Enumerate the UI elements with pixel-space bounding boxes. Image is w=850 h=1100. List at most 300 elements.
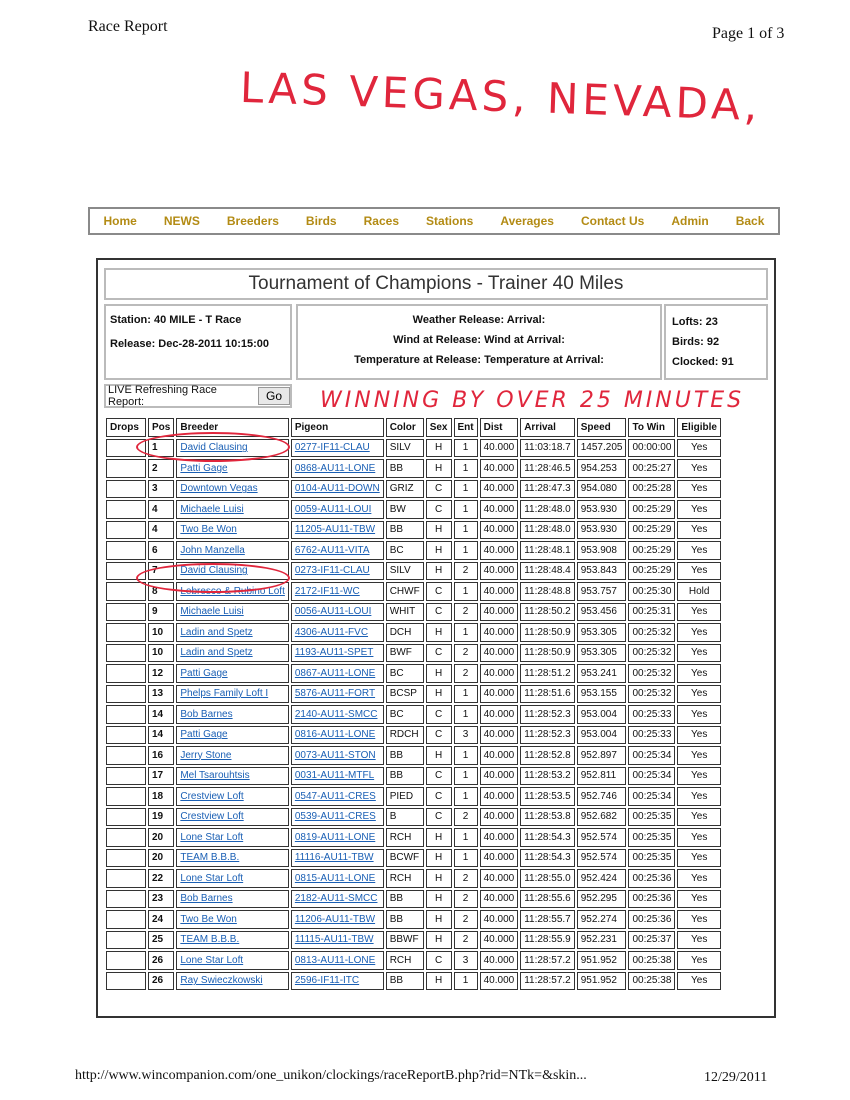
cell-to-win: 00:00:00	[628, 439, 675, 458]
cell-sex: C	[426, 480, 452, 499]
highlight-circle-1	[136, 432, 290, 462]
cell-eligible: Yes	[677, 644, 721, 663]
cell-to-win: 00:25:29	[628, 521, 675, 540]
cell-dist: 40.000	[480, 910, 519, 929]
cell-ent: 1	[454, 459, 478, 478]
header-dist: Dist	[480, 418, 519, 437]
cell-eligible: Yes	[677, 459, 721, 478]
nav-breeders[interactable]: Breeders	[226, 214, 279, 228]
nav-stations[interactable]: Stations	[426, 214, 474, 228]
cell-speed: 953.757	[577, 582, 627, 601]
nav-admin[interactable]: Admin	[671, 214, 709, 228]
cell-speed: 952.746	[577, 787, 627, 806]
cell-ent: 1	[454, 787, 478, 806]
cell-sex: C	[426, 644, 452, 663]
cell-speed: 1457.205	[577, 439, 627, 458]
cell-pos: 3	[148, 480, 174, 499]
cell-color: BB	[386, 459, 424, 478]
handwritten-note: WINNING BY OVER 25 MINUTES	[320, 388, 745, 413]
cell-ent: 2	[454, 869, 478, 888]
cell-color: BC	[386, 541, 424, 560]
cell-dist: 40.000	[480, 439, 519, 458]
station-info	[104, 304, 292, 380]
cell-dist: 40.000	[480, 582, 519, 601]
cell-pigeon[interactable]: 0073-AU11-STON	[291, 746, 384, 765]
cell-drops	[106, 890, 146, 909]
go-button[interactable]: Go	[258, 387, 290, 405]
cell-color: CHWF	[386, 582, 424, 601]
cell-speed: 952.424	[577, 869, 627, 888]
cell-arrival: 11:28:54.3	[520, 828, 575, 847]
cell-speed: 953.305	[577, 644, 627, 663]
cell-speed: 952.274	[577, 910, 627, 929]
cell-dist: 40.000	[480, 705, 519, 724]
cell-breeder[interactable]: Michaele Luisi	[176, 500, 289, 519]
table-row	[106, 828, 721, 847]
cell-dist: 40.000	[480, 746, 519, 765]
cell-dist: 40.000	[480, 767, 519, 786]
cell-pigeon[interactable]: 0868-AU11-LONE	[291, 459, 384, 478]
cell-pigeon[interactable]: 2140-AU11-SMCC	[291, 705, 384, 724]
cell-pos: 16	[148, 746, 174, 765]
footer-date: 12/29/2011	[704, 1070, 768, 1085]
cell-ent: 2	[454, 808, 478, 827]
table-row	[106, 644, 721, 663]
cell-pigeon[interactable]: 5876-AU11-FORT	[291, 685, 384, 704]
cell-arrival: 11:28:52.3	[520, 705, 575, 724]
cell-drops	[106, 726, 146, 745]
cell-breeder[interactable]: Ray Swieczkowski	[176, 972, 289, 991]
cell-to-win: 00:25:36	[628, 890, 675, 909]
cell-drops	[106, 746, 146, 765]
cell-drops	[106, 972, 146, 991]
cell-breeder[interactable]: Patti Gage	[176, 664, 289, 683]
cell-ent: 1	[454, 828, 478, 847]
table-row	[106, 951, 721, 970]
table-row	[106, 500, 721, 519]
cell-pigeon[interactable]: 11205-AU11-TBW	[291, 521, 384, 540]
cell-breeder[interactable]: Crestview Loft	[176, 787, 289, 806]
cell-arrival: 11:28:52.3	[520, 726, 575, 745]
race-stats	[664, 304, 768, 380]
cell-eligible: Yes	[677, 890, 721, 909]
table-row	[106, 459, 721, 478]
results-table	[104, 416, 723, 992]
cell-arrival: 11:28:55.7	[520, 910, 575, 929]
cell-pos: 6	[148, 541, 174, 560]
cell-dist: 40.000	[480, 562, 519, 581]
cell-color: SILV	[386, 439, 424, 458]
cell-pigeon[interactable]: 2172-IF11-WC	[291, 582, 384, 601]
nav-birds[interactable]: Birds	[305, 214, 337, 228]
cell-eligible: Yes	[677, 951, 721, 970]
cell-sex: H	[426, 931, 452, 950]
cell-speed: 952.574	[577, 828, 627, 847]
cell-speed: 953.456	[577, 603, 627, 622]
cell-color: RCH	[386, 869, 424, 888]
cell-arrival: 11:28:48.0	[520, 521, 575, 540]
cell-speed: 951.952	[577, 972, 627, 991]
cell-ent: 2	[454, 562, 478, 581]
cell-sex: H	[426, 459, 452, 478]
table-row	[106, 705, 721, 724]
cell-drops	[106, 480, 146, 499]
cell-ent: 1	[454, 705, 478, 724]
cell-speed: 953.930	[577, 500, 627, 519]
cell-pos: 14	[148, 705, 174, 724]
cell-arrival: 11:28:52.8	[520, 746, 575, 765]
cell-eligible: Yes	[677, 603, 721, 622]
cell-ent: 1	[454, 582, 478, 601]
cell-drops	[106, 664, 146, 683]
cell-ent: 1	[454, 480, 478, 499]
table-row	[106, 603, 721, 622]
cell-to-win: 00:25:32	[628, 685, 675, 704]
cell-to-win: 00:25:28	[628, 480, 675, 499]
birds-count: Birds: 92	[672, 336, 720, 348]
cell-drops	[106, 623, 146, 642]
cell-dist: 40.000	[480, 849, 519, 868]
cell-sex: H	[426, 972, 452, 991]
cell-to-win: 00:25:34	[628, 746, 675, 765]
cell-eligible: Yes	[677, 931, 721, 950]
cell-color: BB	[386, 890, 424, 909]
cell-pos: 13	[148, 685, 174, 704]
cell-speed: 953.843	[577, 562, 627, 581]
cell-arrival: 11:28:46.5	[520, 459, 575, 478]
cell-eligible: Hold	[677, 582, 721, 601]
cell-breeder[interactable]: Bob Barnes	[176, 705, 289, 724]
cell-ent: 1	[454, 685, 478, 704]
cell-eligible: Yes	[677, 623, 721, 642]
cell-eligible: Yes	[677, 480, 721, 499]
cell-drops	[106, 685, 146, 704]
cell-sex: H	[426, 562, 452, 581]
cell-breeder[interactable]: Phelps Family Loft I	[176, 685, 289, 704]
cell-eligible: Yes	[677, 828, 721, 847]
cell-color: BWF	[386, 644, 424, 663]
cell-breeder[interactable]: Two Be Won	[176, 910, 289, 929]
cell-color: SILV	[386, 562, 424, 581]
cell-pos: 7	[148, 562, 174, 581]
cell-pos: 20	[148, 849, 174, 868]
cell-breeder[interactable]: Jerry Stone	[176, 746, 289, 765]
table-row	[106, 787, 721, 806]
table-row	[106, 664, 721, 683]
print-header-page: Page 1 of 3	[712, 25, 785, 42]
cell-pos: 22	[148, 869, 174, 888]
cell-drops	[106, 541, 146, 560]
header-sex: Sex	[426, 418, 452, 437]
highlight-circle-2	[136, 563, 290, 593]
cell-pigeon[interactable]: 11115-AU11-TBW	[291, 931, 384, 950]
weather-info	[296, 304, 662, 380]
cell-eligible: Yes	[677, 521, 721, 540]
cell-breeder[interactable]: TEAM B.B.B.	[176, 849, 289, 868]
cell-arrival: 11:28:48.8	[520, 582, 575, 601]
cell-drops	[106, 521, 146, 540]
cell-breeder[interactable]: Ladin and Spetz	[176, 623, 289, 642]
cell-ent: 1	[454, 746, 478, 765]
cell-breeder[interactable]: Two Be Won	[176, 521, 289, 540]
header-arrival: Arrival	[520, 418, 575, 437]
cell-sex: H	[426, 439, 452, 458]
cell-breeder[interactable]: Lone Star Loft	[176, 869, 289, 888]
cell-to-win: 00:25:29	[628, 562, 675, 581]
table-row	[106, 541, 721, 560]
cell-pigeon[interactable]: 0816-AU11-LONE	[291, 726, 384, 745]
cell-color: RCH	[386, 828, 424, 847]
cell-ent: 1	[454, 623, 478, 642]
table-row	[106, 746, 721, 765]
header-ent: Ent	[454, 418, 478, 437]
cell-ent: 2	[454, 603, 478, 622]
nav-contact-us[interactable]: Contact Us	[580, 214, 645, 228]
cell-pigeon[interactable]: 0815-AU11-LONE	[291, 869, 384, 888]
temperature-label: Temperature at Release: Temperature at Arrival:	[354, 354, 604, 366]
cell-drops	[106, 931, 146, 950]
cell-color: BC	[386, 664, 424, 683]
cell-drops	[106, 767, 146, 786]
table-row	[106, 869, 721, 888]
cell-pigeon[interactable]: 0104-AU11-DOWN	[291, 480, 384, 499]
cell-pos: 9	[148, 603, 174, 622]
nav-averages[interactable]: Averages	[500, 214, 554, 228]
cell-color: GRIZ	[386, 480, 424, 499]
cell-ent: 2	[454, 890, 478, 909]
cell-eligible: Yes	[677, 910, 721, 929]
cell-breeder[interactable]: Michaele Luisi	[176, 603, 289, 622]
cell-sex: H	[426, 746, 452, 765]
cell-pigeon[interactable]: 11206-AU11-TBW	[291, 910, 384, 929]
cell-drops	[106, 603, 146, 622]
cell-color: B	[386, 808, 424, 827]
cell-arrival: 11:28:53.5	[520, 787, 575, 806]
cell-pigeon[interactable]: 2182-AU11-SMCC	[291, 890, 384, 909]
cell-drops	[106, 808, 146, 827]
cell-pigeon[interactable]: 6762-AU11-VITA	[291, 541, 384, 560]
cell-ent: 1	[454, 849, 478, 868]
footer-url: http://www.wincompanion.com/one_unikon/clockings/raceReportB.php?rid=NTk=&skin...	[75, 1068, 587, 1083]
cell-speed: 952.295	[577, 890, 627, 909]
cell-dist: 40.000	[480, 644, 519, 663]
cell-speed: 953.305	[577, 623, 627, 642]
cell-dist: 40.000	[480, 828, 519, 847]
cell-to-win: 00:25:29	[628, 500, 675, 519]
cell-speed: 952.897	[577, 746, 627, 765]
cell-dist: 40.000	[480, 890, 519, 909]
cell-dist: 40.000	[480, 869, 519, 888]
cell-to-win: 00:25:37	[628, 931, 675, 950]
cell-pigeon[interactable]: 0056-AU11-LOUI	[291, 603, 384, 622]
cell-eligible: Yes	[677, 541, 721, 560]
handwritten-location: LAS VEGAS, NEVADA,	[239, 62, 763, 131]
cell-speed: 952.231	[577, 931, 627, 950]
table-row	[106, 767, 721, 786]
table-row	[106, 890, 721, 909]
cell-eligible: Yes	[677, 787, 721, 806]
cell-breeder[interactable]: Downtown Vegas	[176, 480, 289, 499]
cell-pos: 23	[148, 890, 174, 909]
cell-breeder[interactable]: David Clausing	[176, 562, 289, 581]
cell-breeder[interactable]: Patti Gage	[176, 726, 289, 745]
cell-ent: 3	[454, 951, 478, 970]
cell-ent: 3	[454, 726, 478, 745]
cell-drops	[106, 910, 146, 929]
cell-sex: H	[426, 541, 452, 560]
cell-pigeon[interactable]: 0059-AU11-LOUI	[291, 500, 384, 519]
station-label: Station: 40 MILE - T Race	[110, 314, 242, 326]
cell-breeder[interactable]: Lone Star Loft	[176, 828, 289, 847]
cell-sex: C	[426, 726, 452, 745]
cell-arrival: 11:03:18.7	[520, 439, 575, 458]
cell-pigeon[interactable]: 0813-AU11-LONE	[291, 951, 384, 970]
cell-arrival: 11:28:57.2	[520, 951, 575, 970]
cell-dist: 40.000	[480, 726, 519, 745]
cell-speed: 954.253	[577, 459, 627, 478]
cell-color: PIED	[386, 787, 424, 806]
race-report-panel	[96, 258, 776, 1018]
cell-pos: 12	[148, 664, 174, 683]
table-row	[106, 685, 721, 704]
cell-pos: 25	[148, 931, 174, 950]
cell-breeder[interactable]: Lebresco & Rubino Loft	[176, 582, 289, 601]
table-row	[106, 849, 721, 868]
cell-breeder[interactable]: Patti Gage	[176, 459, 289, 478]
cell-ent: 1	[454, 541, 478, 560]
cell-to-win: 00:25:35	[628, 828, 675, 847]
cell-pigeon[interactable]: 2596-IF11-ITC	[291, 972, 384, 991]
cell-ent: 1	[454, 521, 478, 540]
cell-color: DCH	[386, 623, 424, 642]
cell-to-win: 00:25:33	[628, 705, 675, 724]
cell-ent: 1	[454, 972, 478, 991]
cell-sex: H	[426, 664, 452, 683]
cell-pos: 4	[148, 521, 174, 540]
cell-color: BW	[386, 500, 424, 519]
cell-eligible: Yes	[677, 869, 721, 888]
cell-pigeon[interactable]: 11116-AU11-TBW	[291, 849, 384, 868]
cell-to-win: 00:25:36	[628, 869, 675, 888]
table-row	[106, 931, 721, 950]
cell-speed: 951.952	[577, 951, 627, 970]
cell-breeder[interactable]: Ladin and Spetz	[176, 644, 289, 663]
cell-to-win: 00:25:34	[628, 767, 675, 786]
cell-to-win: 00:25:35	[628, 808, 675, 827]
cell-color: BB	[386, 746, 424, 765]
cell-ent: 2	[454, 664, 478, 683]
cell-pos: 4	[148, 500, 174, 519]
cell-pos: 26	[148, 972, 174, 991]
cell-sex: H	[426, 623, 452, 642]
cell-sex: C	[426, 787, 452, 806]
cell-drops	[106, 849, 146, 868]
nav-home[interactable]: Home	[103, 214, 137, 228]
cell-pos: 10	[148, 623, 174, 642]
report-title: Tournament of Champions - Trainer 40 Miles	[104, 268, 768, 300]
cell-pigeon[interactable]: 0819-AU11-LONE	[291, 828, 384, 847]
cell-dist: 40.000	[480, 541, 519, 560]
cell-ent: 1	[454, 500, 478, 519]
cell-eligible: Yes	[677, 705, 721, 724]
cell-breeder[interactable]: Lone Star Loft	[176, 951, 289, 970]
cell-sex: C	[426, 705, 452, 724]
cell-arrival: 11:28:57.2	[520, 972, 575, 991]
cell-pigeon[interactable]: 0277-IF11-CLAU	[291, 439, 384, 458]
cell-speed: 952.574	[577, 849, 627, 868]
cell-arrival: 11:28:48.1	[520, 541, 575, 560]
cell-color: BCWF	[386, 849, 424, 868]
cell-speed: 953.908	[577, 541, 627, 560]
cell-eligible: Yes	[677, 685, 721, 704]
cell-pos: 24	[148, 910, 174, 929]
cell-to-win: 00:25:36	[628, 910, 675, 929]
cell-to-win: 00:25:38	[628, 972, 675, 991]
cell-color: RDCH	[386, 726, 424, 745]
cell-dist: 40.000	[480, 685, 519, 704]
cell-dist: 40.000	[480, 603, 519, 622]
cell-eligible: Yes	[677, 849, 721, 868]
cell-dist: 40.000	[480, 808, 519, 827]
nav-races[interactable]: Races	[363, 214, 399, 228]
nav-news[interactable]: NEWS	[163, 214, 200, 228]
cell-pigeon[interactable]: 1193-AU11-SPET	[291, 644, 384, 663]
cell-pigeon[interactable]: 0539-AU11-CRES	[291, 808, 384, 827]
cell-dist: 40.000	[480, 664, 519, 683]
cell-arrival: 11:28:48.4	[520, 562, 575, 581]
table-row	[106, 910, 721, 929]
cell-arrival: 11:28:50.9	[520, 644, 575, 663]
release-label: Release: Dec-28-2011 10:15:00	[110, 338, 270, 350]
cell-arrival: 11:28:55.9	[520, 931, 575, 950]
cell-eligible: Yes	[677, 500, 721, 519]
cell-pigeon[interactable]: 0031-AU11-MTFL	[291, 767, 384, 786]
cell-ent: 2	[454, 931, 478, 950]
cell-drops	[106, 705, 146, 724]
header-pos: Pos	[148, 418, 174, 437]
cell-eligible: Yes	[677, 808, 721, 827]
cell-breeder[interactable]: Crestview Loft	[176, 808, 289, 827]
cell-drops	[106, 951, 146, 970]
cell-sex: C	[426, 951, 452, 970]
cell-to-win: 00:25:35	[628, 849, 675, 868]
cell-breeder[interactable]: TEAM B.B.B.	[176, 931, 289, 950]
cell-eligible: Yes	[677, 562, 721, 581]
cell-breeder[interactable]: Mel Tsarouhtsis	[176, 767, 289, 786]
cell-breeder[interactable]: Bob Barnes	[176, 890, 289, 909]
cell-breeder[interactable]: John Manzella	[176, 541, 289, 560]
cell-dist: 40.000	[480, 787, 519, 806]
nav-back[interactable]: Back	[735, 214, 765, 228]
cell-to-win: 00:25:38	[628, 951, 675, 970]
cell-pigeon[interactable]: 0547-AU11-CRES	[291, 787, 384, 806]
cell-pos: 1	[148, 439, 174, 458]
cell-drops	[106, 869, 146, 888]
cell-speed: 953.004	[577, 705, 627, 724]
cell-speed: 954.080	[577, 480, 627, 499]
cell-color: BC	[386, 705, 424, 724]
cell-drops	[106, 500, 146, 519]
cell-eligible: Yes	[677, 439, 721, 458]
live-refresh-label: LIVE Refreshing Race Report:	[108, 384, 217, 408]
cell-pigeon[interactable]: 0867-AU11-LONE	[291, 664, 384, 683]
cell-sex: C	[426, 808, 452, 827]
cell-pigeon[interactable]: 4306-AU11-FVC	[291, 623, 384, 642]
cell-pigeon[interactable]: 0273-IF11-CLAU	[291, 562, 384, 581]
cell-sex: C	[426, 603, 452, 622]
cell-breeder[interactable]: David Clausing	[176, 439, 289, 458]
cell-eligible: Yes	[677, 767, 721, 786]
